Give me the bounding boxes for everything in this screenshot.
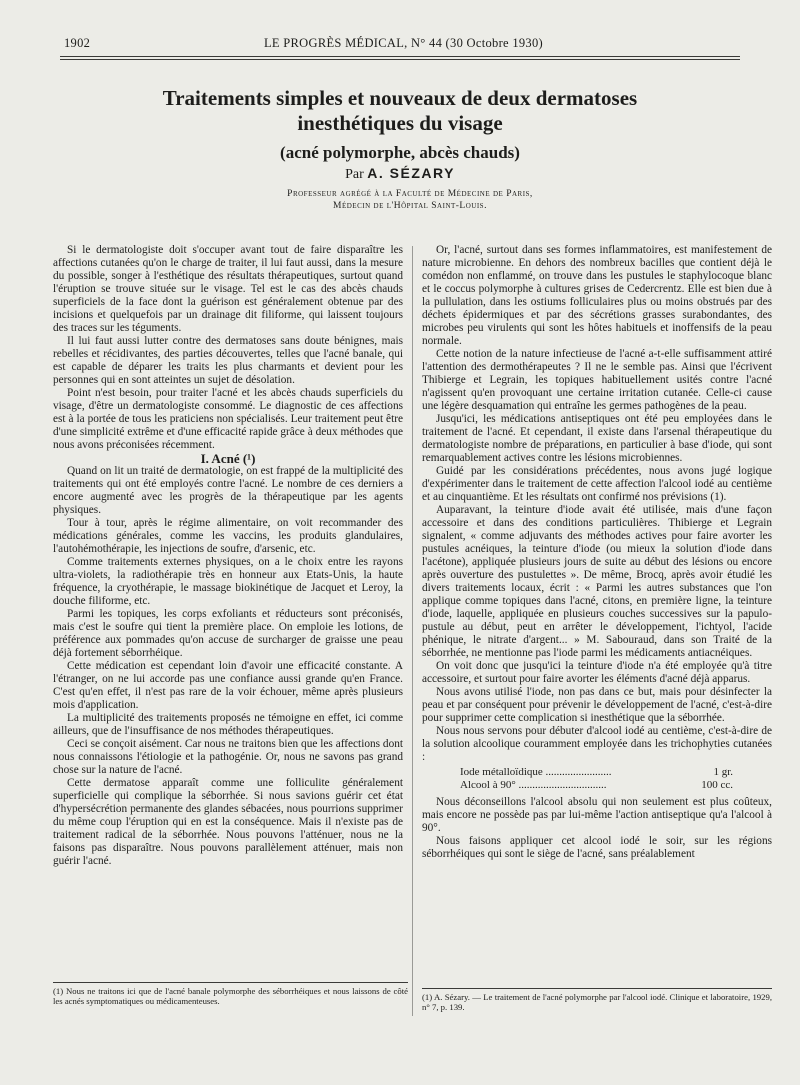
paragraph: Quand on lit un traité de dermatologie, on est frappé de la multiplicité des traitements qui ont été employés contre l'acné. Le nombre de ces derniers a encore augmenté avec les progrès de la thérapeutique par les agents physiques. — [53, 465, 403, 516]
paragraph: Comme traitements externes physiques, on a le choix entre les rayons ultra-violets, la radiothérapie très en honneur aux Etats-Unis, la haute fréquence, la cryothérapie, le massage biokinétique de Jacquet et Leroy, la douche filiforme, etc. — [53, 556, 403, 607]
affiliation-line-2: Médecin de l'Hôpital Saint-Louis. — [333, 201, 487, 211]
article-subtitle: (acné polymorphe, abcès chauds) — [280, 143, 520, 162]
formula-item: Alcool à 90° ................................ — [460, 779, 607, 791]
footnote-rule-left — [53, 982, 408, 983]
paragraph: Parmi les topiques, les corps exfoliants et réducteurs sont préconisés, mais c'est le soufre qui tient la première place. On emploie les lotions, de préférence aux pommades qu'on accuse de surcharger de graisse une peau déjà fortement séborrhéique. — [53, 608, 403, 659]
paragraph: Ceci se conçoit aisément. Car nous ne traitons bien que les affections dont nous connaissons l'étiologie et la pathogénie. Or, nous ne savons pas grand chose sur la nature de l'acné. — [53, 738, 403, 776]
page-number: 1902 — [64, 36, 91, 50]
paragraph: Il lui faut aussi lutter contre des dermatoses sans doute bénignes, mais rebelles et récidivantes, des parties découvertes, telles que l'acné banale, qui est capable de déparer les traits les plus charmants et devient pour les personnes qui en sont atteintes un sujet de désolation. — [53, 335, 403, 386]
formula-item: Iode métalloïdique ........................ — [460, 766, 612, 778]
paragraph: Nous avons utilisé l'iode, non pas dans ce but, mais pour désinfecter la peau et par conséquent pour prévenir le développement de l'acné, c'est-à-dire pour supprimer cette complication si inesthétique que la séborrhée. — [422, 686, 772, 724]
paragraph: Cette dermatose apparaît comme une folliculite généralement superficielle qui complique la séborrhée. Si nous savions guérir cet état d'hypersécrétion permanente des glandes sébacées, nous pourrions supprimer du même coup l'éruption qui en est la conséquence. Mais il n'existe pas de traitement radical de la séborrhée. Nous pouvons l'atténuer, nous ne la faisons pas disparaître. Nous pouvons parallèlement atténuer, mais non guérir l'acné. — [53, 777, 403, 867]
header-rule-2 — [60, 59, 740, 60]
paragraph: Point n'est besoin, pour traiter l'acné et les abcès chauds superficiels du visage, d'être un dermatologiste consommé. Le diagnostic de ces affections est à la portée de tous les praticiens non spécialisés. Leur traitement peut être d'une simplicité extrême et d'une efficacité rapide grâce à deux méthodes que nous avons préconisées récemment. — [53, 387, 403, 451]
paragraph: On voit donc que jusqu'ici la teinture d'iode n'a été employée qu'à titre accessoire, et surtout pour faire avorter les éléments d'acné déjà apparus. — [422, 660, 772, 685]
paragraph: Cette notion de la nature infectieuse de l'acné a-t-elle suffisamment attiré l'attention des dermothérapeutes ? Il ne le semble pas. Ainsi que l'écrivent Thibierge et Legrain, les topiques habituellement usités contre l'acné n'agissent qu'en provoquant une certaine irritation cutanée. Celle-ci cause une légère desquamation qui entraîne les germes pathogènes de la peau. — [422, 348, 772, 412]
footnote-right: (1) A. Sézary. — Le traitement de l'acné polymorphe par l'alcool iodé. Clinique et laboratoire, 1929, n° 7, p. 139. — [422, 992, 772, 1012]
formula-row — [460, 766, 733, 779]
left-column — [53, 244, 403, 1014]
byline — [60, 165, 740, 183]
paragraph: Auparavant, la teinture d'iode avait été utilisée, mais d'une façon accessoire et dans des conditions particulières. Thibierge et Legrain signalent, « comme adjuvants des méthodes actives pour faire avorter les pustules acnéiques, la teinture d'iode (ou mieux la solution d'iode dans l'acétone), appliquée plusieurs jours de suite au début des lésions ou encore après ouverture des pustulettes ». De même, Brocq, après avoir étudié les divers traitements locaux, écrit : « Parmi les autres substances que l'on applique comme topiques dans l'acné, citons, en première ligne, la teinture d'iode, laquelle, appliquée en plusieurs couches successives sur la papulo-pustule au début, peut en arrêter le développement, l'ichtyol, l'acide phénique, le nitrate d'argent... » M. Sabouraud, dans son Traité de la séborrhée, ne mentionne pas l'iode parmi les médicaments antiacnéiques. — [422, 504, 772, 659]
paragraph: Nous nous servons pour débuter d'alcool iodé au centième, c'est-à-dire de la solution alcoolique couramment employée dans les trichophyties cutanées : — [422, 725, 772, 763]
footnote-left: (1) Nous ne traitons ici que de l'acné banale polymorphe des séborrhéiques et nous laissons de côté les acnés symptomatiques ou médicamenteuses. — [53, 986, 408, 1006]
paragraph: Nous déconseillons l'alcool absolu qui non seulement est plus coûteux, mais encore ne possède pas par lui-même l'action antiseptique qu'a l'alcool à 90°. — [422, 796, 772, 834]
footnote-rule-right — [422, 988, 772, 989]
formula-row — [460, 779, 733, 792]
article-title-line-1: Traitements simples et nouveaux de deux dermatoses — [162, 86, 638, 110]
column-divider — [412, 246, 413, 1016]
affiliation-line-1: Professeur agrégé à la Faculté de Médecine de Paris, — [287, 189, 533, 199]
journal-title: LE PROGRÈS MÉDICAL, N° 44 (30 Octobre 1930) — [264, 36, 543, 50]
paragraph: Jusqu'ici, les médications antiseptiques ont été peu employées dans le traitement de l'acné. Et cependant, il existe dans l'arsenal thérapeutique du dermatologiste nombre de préparations, en particulier à base d'iode, qui sont remarquablement actives contre les lésions microbiennes. — [422, 413, 772, 464]
paragraph: Si le dermatologiste doit s'occuper avant tout de faire disparaître les affections cutanées qu'on le charge de traiter, il lui faut aussi, dans la mesure du possible, songer à l'esthétique des résultats thérapeutiques, surtout quand l'éruption se trouve située sur le visage. Tel est le cas des abcès chauds superficiels de la face dont la guérison est généralement obtenue par des incisions et quelquefois par un drainage dit filiforme, qui laissent toujours des traces sur les téguments. — [53, 244, 403, 334]
right-column — [422, 244, 772, 1014]
paragraph: Cette médication est cependant loin d'avoir une efficacité constante. A l'étranger, on ne lui accorde pas une confiance aussi grande qu'en France. C'est qu'en effet, il n'est pas rare de la voir échouer, même après plusieurs mois d'application. — [53, 660, 403, 711]
paragraph: Nous faisons appliquer cet alcool iodé le soir, sur les régions séborrhéiques qui sont le siège de l'acné, sans préalablement — [422, 835, 772, 860]
article-title-line-2: inesthétiques du visage — [297, 111, 503, 135]
formula-table — [460, 766, 733, 792]
formula-quantity: 1 gr. — [713, 766, 733, 778]
paragraph: La multiplicité des traitements proposés ne témoigne en effet, ici comme ailleurs, que de l'insuffisance de nos méthodes thérapeutiques. — [53, 712, 403, 737]
header-rule — [60, 56, 740, 57]
paragraph: Or, l'acné, surtout dans ses formes inflammatoires, est manifestement de nature microbienne. En dehors des nombreux bacilles que contient déjà le comédon non enflammé, on trouve dans les pustules le staphylocoque blanc et le coccus polymorphe à cultures grises de Cedercrentz. Elle est bien due à la pullulation, dans les ostiums folliculaires plus ou moins obstrués par des déchets épidermiques et par des sécrétions grasses surabondantes, des microbes peu virulents qui sont les hôtes habituels et inoffensifs de la peau normale. — [422, 244, 772, 347]
paragraph: Guidé par les considérations précédentes, nous avons jugé logique d'expérimenter dans le traitement de cette affection l'alcool iodé au centième et au cinquantième. Et les résultats ont confirmé nos prévisions (1). — [422, 465, 772, 503]
byline-prefix: Par — [345, 167, 364, 182]
paragraph: Tour à tour, après le régime alimentaire, on voit recommander des médications générales, comme les vaccins, les produits glandulaires, l'autohémothérapie, les injections de soufre, d'arsenic, etc. — [53, 517, 403, 555]
author-name: A. SÉZARY — [367, 165, 455, 181]
section-heading: I. Acné (¹) — [200, 451, 256, 466]
formula-quantity: 100 cc. — [701, 779, 733, 791]
